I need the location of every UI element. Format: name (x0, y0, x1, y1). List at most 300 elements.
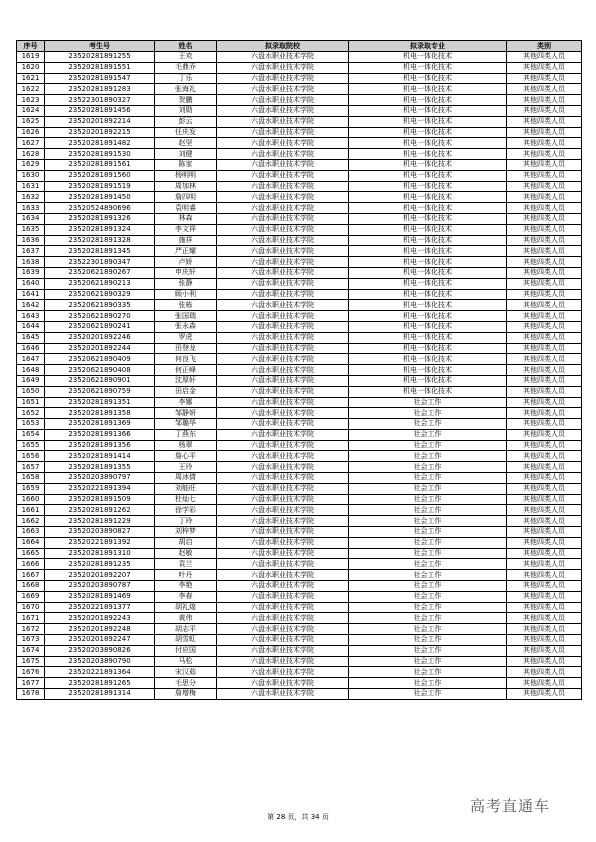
cell-name: 毛思分 (155, 678, 217, 689)
cell-major: 社会工作 (349, 656, 507, 667)
table-body (17, 52, 582, 700)
cell-college: 六盘水职业技术学院 (217, 537, 349, 548)
cell-seq: 1627 (17, 138, 45, 149)
cell-exam-id: 23520281891560 (45, 170, 155, 181)
cell-seq: 1622 (17, 84, 45, 95)
cell-seq: 1657 (17, 462, 45, 473)
cell-name: 黄伟 (155, 613, 217, 624)
cell-college: 六盘水职业技术学院 (217, 624, 349, 635)
cell-seq: 1666 (17, 559, 45, 570)
cell-major: 机电一体化技术 (349, 300, 507, 311)
cell-seq: 1644 (17, 321, 45, 332)
table-row (17, 473, 582, 484)
cell-seq: 1670 (17, 602, 45, 613)
cell-category: 其他四类人员 (507, 84, 582, 95)
cell-exam-id: 23520281891235 (45, 559, 155, 570)
table-row (17, 613, 582, 624)
cell-name: 杨明明 (155, 170, 217, 181)
table-header (17, 41, 582, 52)
cell-seq: 1637 (17, 246, 45, 257)
cell-exam-id: 23520281891310 (45, 548, 155, 559)
cell-major: 社会工作 (349, 667, 507, 678)
cell-exam-id: 23520281891351 (45, 397, 155, 408)
cell-category: 其他四类人员 (507, 602, 582, 613)
cell-college: 六盘水职业技术学院 (217, 516, 349, 527)
cell-exam-id: 23520281891561 (45, 159, 155, 170)
cell-category: 其他四类人员 (507, 375, 582, 386)
cell-category: 其他四类人员 (507, 462, 582, 473)
cell-name: 詹增梅 (155, 689, 217, 700)
cell-exam-id: 23520281891369 (45, 419, 155, 430)
cell-major: 社会工作 (349, 419, 507, 430)
cell-major: 机电一体化技术 (349, 84, 507, 95)
cell-category: 其他四类人员 (507, 62, 582, 73)
cell-seq: 1640 (17, 278, 45, 289)
cell-exam-id: 23520281891355 (45, 462, 155, 473)
cell-major: 机电一体化技术 (349, 386, 507, 397)
cell-name: 贺鹏 (155, 95, 217, 106)
cell-exam-id: 23520281891345 (45, 246, 155, 257)
table-row (17, 440, 582, 451)
cell-exam-id: 23520621890901 (45, 375, 155, 386)
cell-category: 其他四类人员 (507, 181, 582, 192)
cell-seq: 1661 (17, 505, 45, 516)
cell-seq: 1631 (17, 181, 45, 192)
cell-major: 社会工作 (349, 473, 507, 484)
cell-seq: 1672 (17, 624, 45, 635)
cell-category: 其他四类人员 (507, 149, 582, 160)
cell-category: 其他四类人员 (507, 678, 582, 689)
cell-college: 六盘水职业技术学院 (217, 311, 349, 322)
table-row (17, 635, 582, 646)
cell-major: 机电一体化技术 (349, 170, 507, 181)
cell-name: 陈家 (155, 159, 217, 170)
cell-seq: 1645 (17, 332, 45, 343)
cell-major: 社会工作 (349, 559, 507, 570)
cell-major: 机电一体化技术 (349, 332, 507, 343)
cell-name: 何良飞 (155, 354, 217, 365)
cell-name: 马松 (155, 656, 217, 667)
cell-exam-id: 23520281891450 (45, 192, 155, 203)
cell-college: 六盘水职业技术学院 (217, 84, 349, 95)
cell-exam-id: 23520221891377 (45, 602, 155, 613)
cell-college: 六盘水职业技术学院 (217, 570, 349, 581)
cell-category: 其他四类人员 (507, 267, 582, 278)
table-row (17, 192, 582, 203)
cell-major: 机电一体化技术 (349, 289, 507, 300)
cell-seq: 1659 (17, 483, 45, 494)
cell-seq: 1654 (17, 429, 45, 440)
table-row (17, 203, 582, 214)
header-name: 姓名 (155, 41, 217, 52)
cell-exam-id: 23520281891255 (45, 52, 155, 63)
cell-major: 机电一体化技术 (349, 105, 507, 116)
table-row (17, 343, 582, 354)
cell-seq: 1664 (17, 537, 45, 548)
cell-name: 叶丹 (155, 570, 217, 581)
table-row (17, 52, 582, 63)
cell-name: 张静 (155, 278, 217, 289)
cell-college: 六盘水职业技术学院 (217, 321, 349, 332)
cell-major: 机电一体化技术 (349, 213, 507, 224)
cell-category: 其他四类人员 (507, 127, 582, 138)
cell-category: 其他四类人员 (507, 235, 582, 246)
cell-category: 其他四类人员 (507, 289, 582, 300)
table-row (17, 311, 582, 322)
table-row (17, 116, 582, 127)
cell-category: 其他四类人员 (507, 419, 582, 430)
cell-major: 社会工作 (349, 635, 507, 646)
cell-seq: 1636 (17, 235, 45, 246)
table-row (17, 656, 582, 667)
cell-category: 其他四类人员 (507, 192, 582, 203)
cell-college: 六盘水职业技术学院 (217, 62, 349, 73)
cell-category: 其他四类人员 (507, 635, 582, 646)
cell-name: 王玲 (155, 462, 217, 473)
cell-exam-id: 23520281891265 (45, 678, 155, 689)
cell-major: 社会工作 (349, 429, 507, 440)
cell-exam-id: 23520201892244 (45, 343, 155, 354)
cell-category: 其他四类人员 (507, 246, 582, 257)
cell-name: 施祥 (155, 235, 217, 246)
cell-college: 六盘水职业技术学院 (217, 203, 349, 214)
table-row (17, 300, 582, 311)
table-row (17, 689, 582, 700)
cell-major: 社会工作 (349, 678, 507, 689)
table-row (17, 321, 582, 332)
cell-name: 丁玲 (155, 516, 217, 527)
cell-exam-id: 23520281891414 (45, 451, 155, 462)
cell-major: 社会工作 (349, 451, 507, 462)
cell-major: 社会工作 (349, 591, 507, 602)
cell-name: 申庆轩 (155, 267, 217, 278)
cell-exam-id: 23520201892247 (45, 635, 155, 646)
cell-major: 机电一体化技术 (349, 52, 507, 63)
cell-college: 六盘水职业技术学院 (217, 527, 349, 538)
cell-major: 机电一体化技术 (349, 343, 507, 354)
cell-college: 六盘水职业技术学院 (217, 408, 349, 419)
cell-exam-id: 23522301890327 (45, 95, 155, 106)
cell-major: 社会工作 (349, 689, 507, 700)
cell-category: 其他四类人员 (507, 397, 582, 408)
cell-college: 六盘水职业技术学院 (217, 375, 349, 386)
table-row (17, 386, 582, 397)
table-row (17, 73, 582, 84)
cell-category: 其他四类人员 (507, 667, 582, 678)
cell-major: 社会工作 (349, 440, 507, 451)
cell-exam-id: 23520281891358 (45, 408, 155, 419)
cell-college: 六盘水职业技术学院 (217, 138, 349, 149)
table-row (17, 516, 582, 527)
cell-name: 詹心平 (155, 451, 217, 462)
cell-college: 六盘水职业技术学院 (217, 267, 349, 278)
cell-name: 刘梓梦 (155, 527, 217, 538)
cell-exam-id: 23520201892243 (45, 613, 155, 624)
table-row (17, 581, 582, 592)
cell-exam-id: 23520203890827 (45, 527, 155, 538)
cell-name: 彭云 (155, 116, 217, 127)
cell-college: 六盘水职业技术学院 (217, 667, 349, 678)
cell-name: 丁乐 (155, 73, 217, 84)
cell-college: 六盘水职业技术学院 (217, 105, 349, 116)
cell-college: 六盘水职业技术学院 (217, 483, 349, 494)
cell-seq: 1620 (17, 62, 45, 73)
cell-category: 其他四类人员 (507, 203, 582, 214)
table-row (17, 570, 582, 581)
cell-college: 六盘水职业技术学院 (217, 440, 349, 451)
cell-name: 胡志平 (155, 624, 217, 635)
cell-college: 六盘水职业技术学院 (217, 602, 349, 613)
table-row (17, 354, 582, 365)
cell-major: 机电一体化技术 (349, 224, 507, 235)
cell-exam-id: 23520281891326 (45, 213, 155, 224)
cell-seq: 1669 (17, 591, 45, 602)
cell-seq: 1663 (17, 527, 45, 538)
cell-major: 机电一体化技术 (349, 192, 507, 203)
cell-major: 机电一体化技术 (349, 321, 507, 332)
table-row (17, 408, 582, 419)
cell-exam-id: 23520203890787 (45, 581, 155, 592)
cell-major: 社会工作 (349, 602, 507, 613)
cell-exam-id: 23520221891394 (45, 483, 155, 494)
cell-exam-id: 23520281891283 (45, 84, 155, 95)
cell-seq: 1653 (17, 419, 45, 430)
cell-seq: 1658 (17, 473, 45, 484)
cell-category: 其他四类人员 (507, 548, 582, 559)
cell-name: 刘健 (155, 149, 217, 160)
header-row (17, 41, 582, 52)
table-row (17, 332, 582, 343)
cell-major: 机电一体化技术 (349, 354, 507, 365)
cell-category: 其他四类人员 (507, 170, 582, 181)
header-exam-id: 考生号 (45, 41, 155, 52)
header-category: 类别 (507, 41, 582, 52)
cell-exam-id: 23520281891519 (45, 181, 155, 192)
cell-name: 任庆发 (155, 127, 217, 138)
cell-college: 六盘水职业技术学院 (217, 559, 349, 570)
cell-seq: 1624 (17, 105, 45, 116)
cell-seq: 1652 (17, 408, 45, 419)
cell-major: 机电一体化技术 (349, 246, 507, 257)
cell-exam-id: 23520281891530 (45, 149, 155, 160)
cell-category: 其他四类人员 (507, 354, 582, 365)
cell-name: 何正峰 (155, 365, 217, 376)
cell-college: 六盘水职业技术学院 (217, 591, 349, 602)
header-major: 拟录取专业 (349, 41, 507, 52)
cell-name: 袁兰 (155, 559, 217, 570)
table-row (17, 559, 582, 570)
cell-exam-id: 23520281891229 (45, 516, 155, 527)
cell-name: 胡启 (155, 537, 217, 548)
cell-college: 六盘水职业技术学院 (217, 73, 349, 84)
table-row (17, 397, 582, 408)
cell-major: 社会工作 (349, 624, 507, 635)
cell-college: 六盘水职业技术学院 (217, 419, 349, 430)
cell-college: 六盘水职业技术学院 (217, 473, 349, 484)
cell-name: 田启金 (155, 386, 217, 397)
cell-college: 六盘水职业技术学院 (217, 343, 349, 354)
cell-seq: 1655 (17, 440, 45, 451)
cell-college: 六盘水职业技术学院 (217, 505, 349, 516)
table-row (17, 429, 582, 440)
cell-exam-id: 23520203890790 (45, 656, 155, 667)
table-row (17, 159, 582, 170)
cell-seq: 1674 (17, 645, 45, 656)
table-row (17, 667, 582, 678)
cell-major: 机电一体化技术 (349, 235, 507, 246)
cell-category: 其他四类人员 (507, 408, 582, 419)
cell-college: 六盘水职业技术学院 (217, 462, 349, 473)
cell-exam-id: 23520201892248 (45, 624, 155, 635)
cell-name: 王欢 (155, 52, 217, 63)
table-row (17, 678, 582, 689)
cell-name: 丁燕东 (155, 429, 217, 440)
cell-name: 徐学彩 (155, 505, 217, 516)
cell-category: 其他四类人员 (507, 559, 582, 570)
cell-seq: 1625 (17, 116, 45, 127)
cell-category: 其他四类人员 (507, 52, 582, 63)
cell-college: 六盘水职业技术学院 (217, 192, 349, 203)
cell-category: 其他四类人员 (507, 570, 582, 581)
cell-major: 机电一体化技术 (349, 181, 507, 192)
cell-major: 机电一体化技术 (349, 375, 507, 386)
cell-college: 六盘水职业技术学院 (217, 548, 349, 559)
cell-major: 社会工作 (349, 516, 507, 527)
cell-seq: 1665 (17, 548, 45, 559)
table-row (17, 235, 582, 246)
cell-category: 其他四类人员 (507, 645, 582, 656)
table-row (17, 537, 582, 548)
cell-seq: 1649 (17, 375, 45, 386)
cell-exam-id: 23520281891551 (45, 62, 155, 73)
cell-name: 胡雪虹 (155, 635, 217, 646)
cell-college: 六盘水职业技术学院 (217, 645, 349, 656)
table-row (17, 84, 582, 95)
cell-seq: 1651 (17, 397, 45, 408)
cell-college: 六盘水职业技术学院 (217, 246, 349, 257)
cell-category: 其他四类人员 (507, 116, 582, 127)
cell-exam-id: 23520281891328 (45, 235, 155, 246)
table-row (17, 105, 582, 116)
cell-major: 机电一体化技术 (349, 116, 507, 127)
table-row (17, 224, 582, 235)
cell-seq: 1632 (17, 192, 45, 203)
cell-exam-id: 23520201892215 (45, 127, 155, 138)
cell-name: 沈厚轩 (155, 375, 217, 386)
cell-name: 张栋 (155, 300, 217, 311)
cell-exam-id: 23520281891509 (45, 494, 155, 505)
table-row (17, 213, 582, 224)
cell-major: 社会工作 (349, 408, 507, 419)
cell-seq: 1621 (17, 73, 45, 84)
cell-major: 社会工作 (349, 537, 507, 548)
cell-seq: 1673 (17, 635, 45, 646)
cell-major: 社会工作 (349, 570, 507, 581)
cell-category: 其他四类人员 (507, 95, 582, 106)
cell-name: 杜灿七 (155, 494, 217, 505)
table-row (17, 591, 582, 602)
cell-college: 六盘水职业技术学院 (217, 289, 349, 300)
cell-seq: 1647 (17, 354, 45, 365)
cell-category: 其他四类人员 (507, 321, 582, 332)
cell-exam-id: 23520201892207 (45, 570, 155, 581)
cell-name: 宋汉茹 (155, 667, 217, 678)
cell-category: 其他四类人员 (507, 527, 582, 538)
cell-seq: 1676 (17, 667, 45, 678)
cell-seq: 1623 (17, 95, 45, 106)
cell-category: 其他四类人员 (507, 494, 582, 505)
cell-college: 六盘水职业技术学院 (217, 127, 349, 138)
cell-category: 其他四类人员 (507, 613, 582, 624)
cell-category: 其他四类人员 (507, 451, 582, 462)
cell-name: 张永森 (155, 321, 217, 332)
cell-name: 周冰倩 (155, 473, 217, 484)
cell-exam-id: 23520281891456 (45, 105, 155, 116)
table-row (17, 527, 582, 538)
cell-major: 机电一体化技术 (349, 73, 507, 84)
cell-college: 六盘水职业技术学院 (217, 278, 349, 289)
cell-seq: 1668 (17, 581, 45, 592)
cell-major: 社会工作 (349, 645, 507, 656)
table-row (17, 289, 582, 300)
cell-exam-id: 23520201892246 (45, 332, 155, 343)
cell-name: 李艳 (155, 581, 217, 592)
cell-name: 严正耀 (155, 246, 217, 257)
cell-exam-id: 23520221891364 (45, 667, 155, 678)
cell-category: 其他四类人员 (507, 365, 582, 376)
cell-exam-id: 23520621890335 (45, 300, 155, 311)
cell-category: 其他四类人员 (507, 159, 582, 170)
brand-watermark: 高考直通车 (470, 797, 551, 815)
cell-name: 周加林 (155, 181, 217, 192)
table-row (17, 278, 582, 289)
cell-seq: 1635 (17, 224, 45, 235)
cell-category: 其他四类人员 (507, 311, 582, 322)
cell-exam-id: 23520281891366 (45, 429, 155, 440)
cell-college: 六盘水职业技术学院 (217, 235, 349, 246)
cell-seq: 1656 (17, 451, 45, 462)
table-row (17, 267, 582, 278)
header-college: 拟录取院校 (217, 41, 349, 52)
cell-major: 社会工作 (349, 581, 507, 592)
cell-major: 社会工作 (349, 483, 507, 494)
cell-exam-id: 23520621890408 (45, 365, 155, 376)
cell-exam-id: 23520281891482 (45, 138, 155, 149)
cell-name: 李娜 (155, 397, 217, 408)
cell-name: 付应国 (155, 645, 217, 656)
cell-name: 林森 (155, 213, 217, 224)
cell-exam-id: 23520203890797 (45, 473, 155, 484)
cell-exam-id: 23520281891469 (45, 591, 155, 602)
cell-seq: 1641 (17, 289, 45, 300)
cell-name: 邹璐华 (155, 419, 217, 430)
cell-name: 刘勋 (155, 105, 217, 116)
cell-name: 胡礼煌 (155, 602, 217, 613)
cell-category: 其他四类人员 (507, 138, 582, 149)
cell-category: 其他四类人员 (507, 483, 582, 494)
table-row (17, 138, 582, 149)
cell-seq: 1662 (17, 516, 45, 527)
cell-college: 六盘水职业技术学院 (217, 635, 349, 646)
cell-seq: 1628 (17, 149, 45, 160)
table-row (17, 483, 582, 494)
cell-college: 六盘水职业技术学院 (217, 52, 349, 63)
cell-name: 李文祥 (155, 224, 217, 235)
cell-college: 六盘水职业技术学院 (217, 332, 349, 343)
cell-seq: 1642 (17, 300, 45, 311)
table-row (17, 505, 582, 516)
cell-college: 六盘水职业技术学院 (217, 429, 349, 440)
